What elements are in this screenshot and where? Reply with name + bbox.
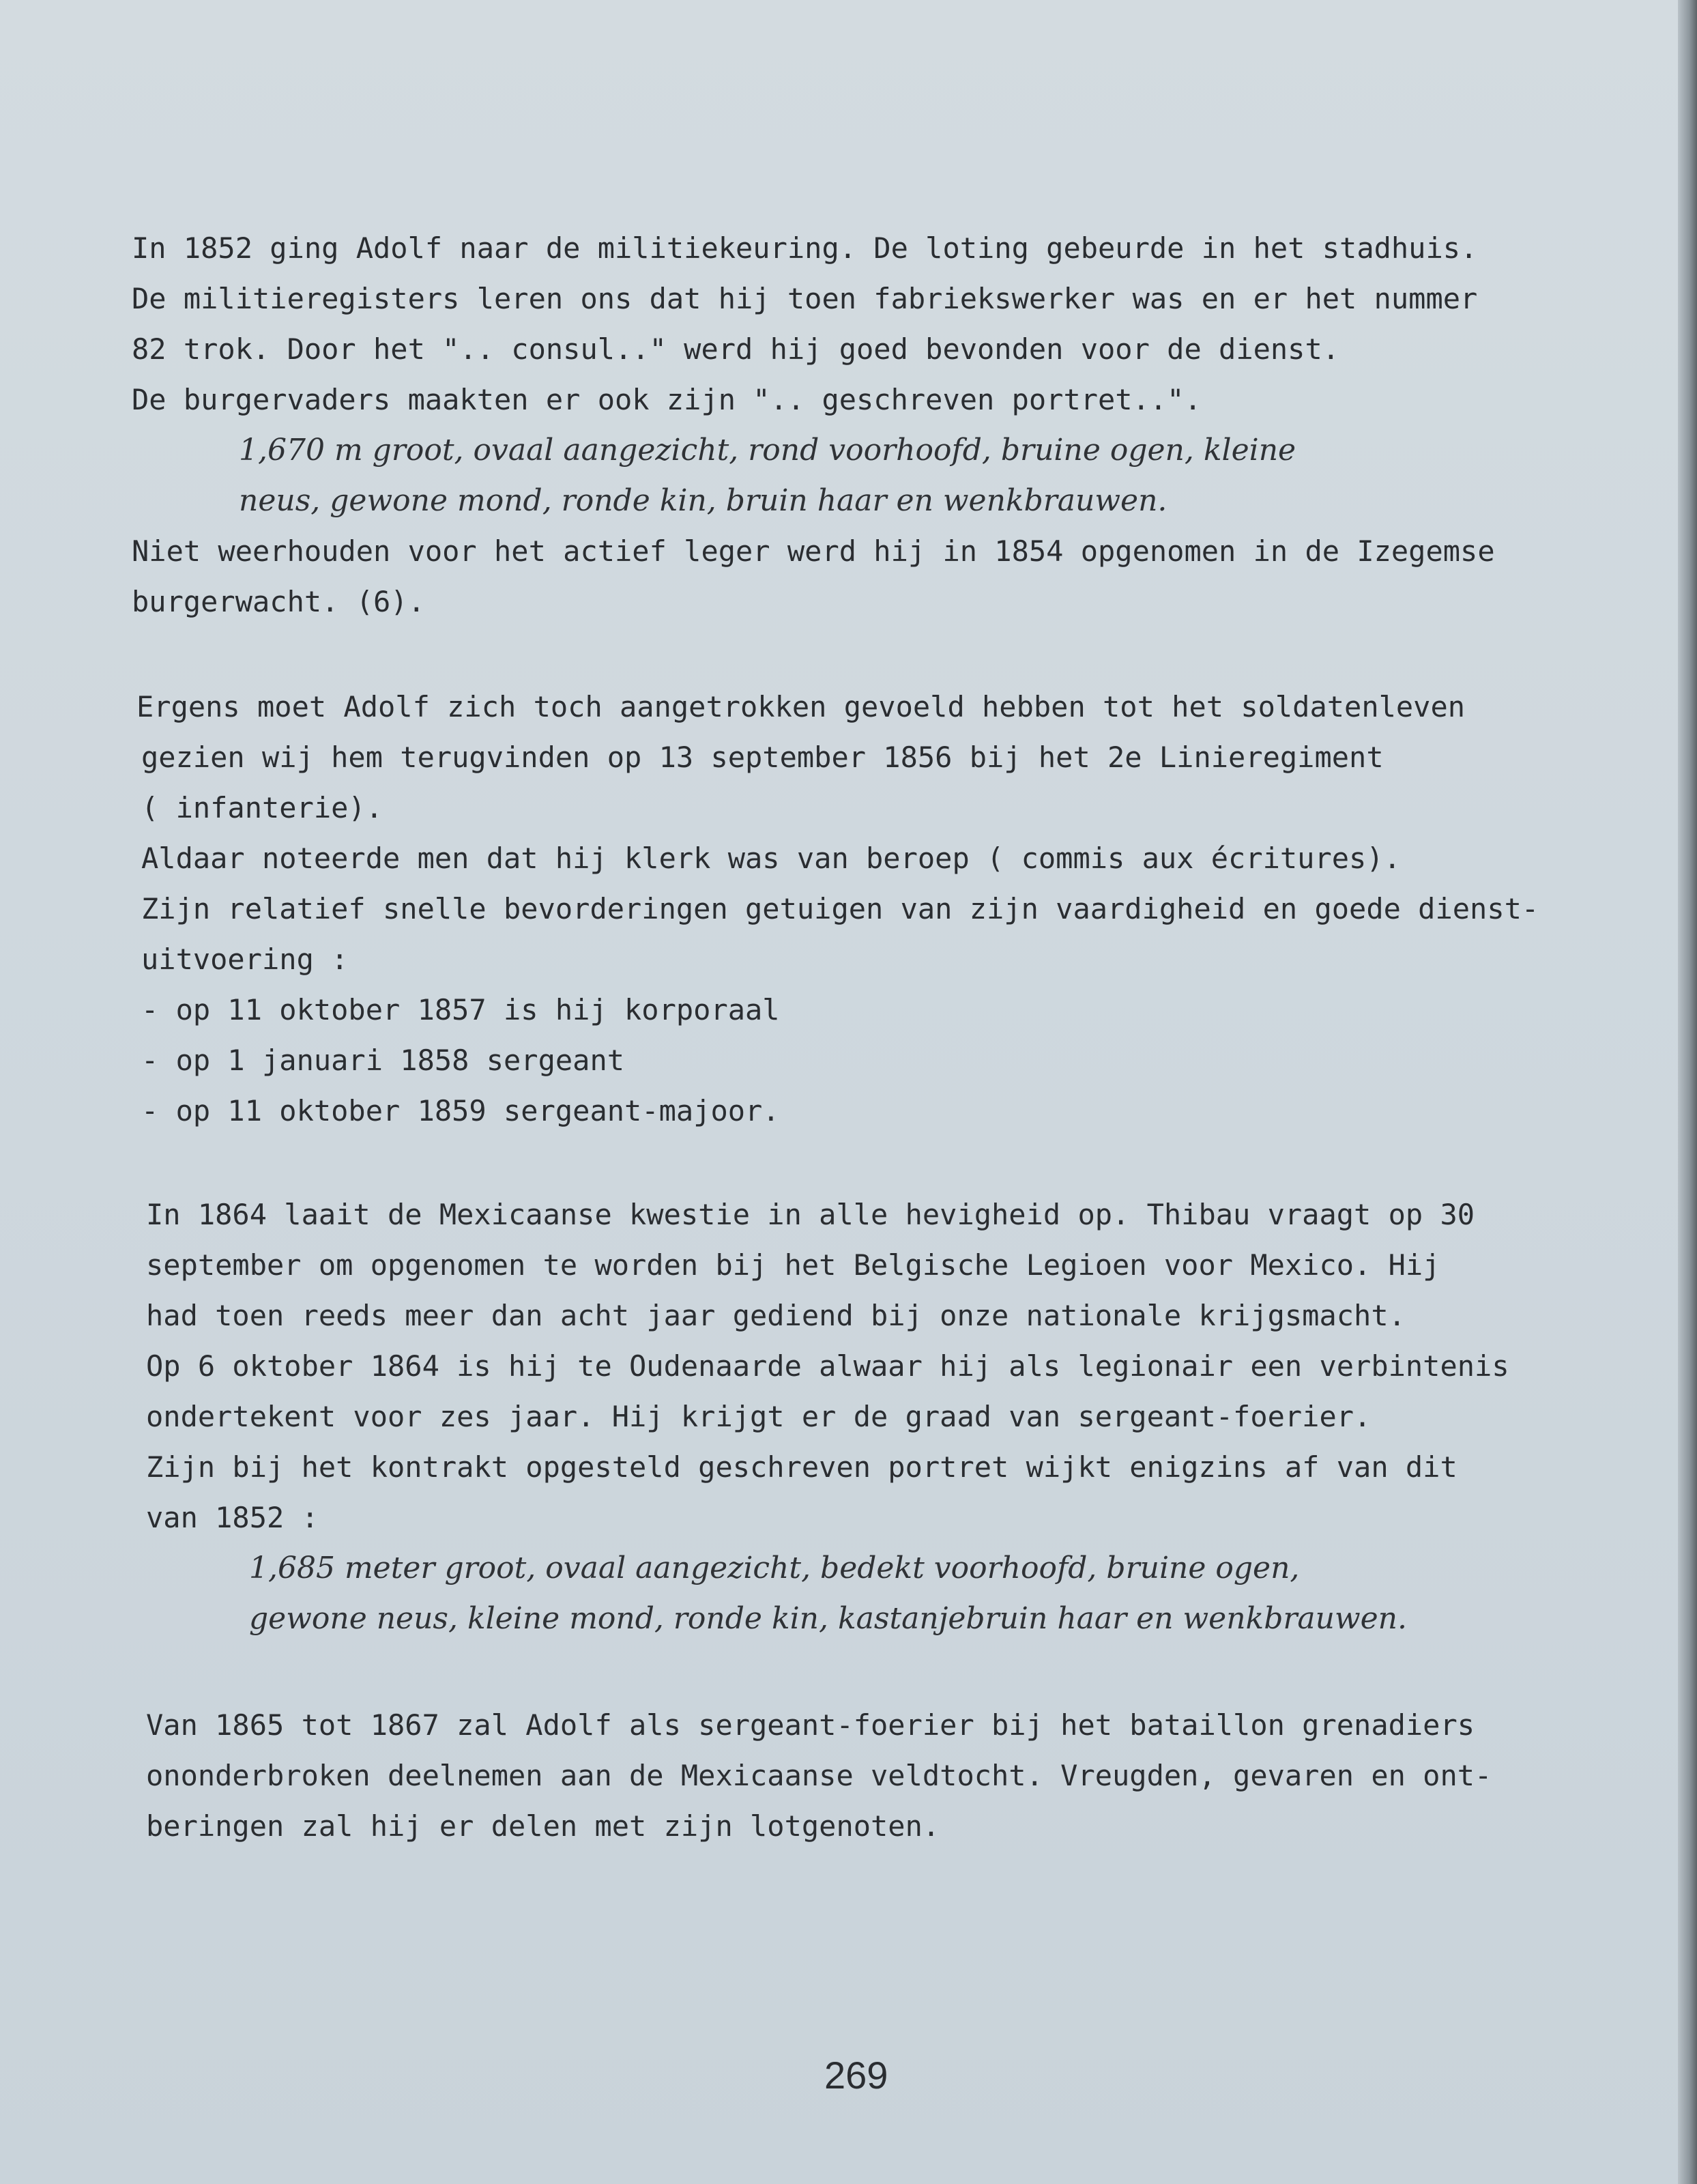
handwritten-quote-line: neus, gewone mond, ronde kin, bruin haar en wenkbrauwen. [239,483,1167,518]
text-line: beringen zal hij er delen met zijn lotgenoten. [146,1809,940,1843]
text-line: september om opgenomen te worden bij het Belgische Legioen voor Mexico. Hij [146,1248,1440,1282]
text-line: Van 1865 tot 1867 zal Adolf als sergeant-foerier bij het bataillon grenadiers [146,1708,1475,1742]
list-item: - op 11 oktober 1859 sergeant-majoor. [141,1094,780,1127]
text-line: In 1852 ging Adolf naar de militiekeuring. De loting gebeurde in het stadhuis. [132,231,1478,265]
handwritten-quote-line: 1,685 meter groot, ovaal aangezicht, bedekt voorhoofd, bruine ogen, [249,1551,1300,1585]
text-line: had toen reeds meer dan acht jaar gediend bij onze nationale krijgsmacht. [146,1299,1406,1332]
text-line: De militieregisters leren ons dat hij toen fabriekswerker was en er het nummer [132,282,1478,315]
list-item: - op 1 januari 1858 sergeant [141,1044,625,1077]
text-line: burgerwacht. (6). [132,585,425,618]
text-line: Ergens moet Adolf zich toch aangetrokken gevoeld hebben tot het soldatenleven [136,690,1466,723]
text-line: 82 trok. Door het ".. consul.." werd hij goed bevonden voor de dienst. [132,332,1340,366]
text-line: Aldaar noteerde men dat hij klerk was van beroep ( commis aux écritures). [141,842,1401,875]
text-line: gezien wij hem terugvinden op 13 september 1856 bij het 2e Linieregiment [141,741,1384,774]
text-line: In 1864 laait de Mexicaanse kwestie in alle hevigheid op. Thibau vraagt op 30 [146,1198,1475,1231]
text-line: ( infanterie). [141,791,383,824]
text-line: van 1852 : [146,1501,319,1534]
text-line: Zijn bij het kontrakt opgesteld geschreven portret wijkt enigzins af van dit [146,1450,1457,1484]
list-item: - op 11 oktober 1857 is hij korporaal [141,993,780,1026]
page-edge-shadow [1678,0,1697,2184]
text-line: ondertekent voor zes jaar. Hij krijgt er de graad van sergeant-foerier. [146,1400,1372,1433]
text-line: ononderbroken deelnemen aan de Mexicaanse veldtocht. Vreugden, gevaren en ont- [146,1759,1492,1792]
text-line: Zijn relatief snelle bevorderingen getuigen van zijn vaardigheid en goede dienst- [141,892,1539,925]
text-line: De burgervaders maakten er ook zijn ".. geschreven portret..". [132,383,1202,416]
page-number: 269 [824,2054,888,2097]
handwritten-quote-line: 1,670 m groot, ovaal aangezicht, rond voorhoofd, bruine ogen, kleine [239,433,1296,468]
text-line: Niet weerhouden voor het actief leger werd hij in 1854 opgenomen in de Izegemse [132,534,1495,568]
text-line: uitvoering : [141,943,349,976]
handwritten-quote-line: gewone neus, kleine mond, ronde kin, kastanjebruin haar en wenkbrauwen. [249,1601,1408,1636]
text-line: Op 6 oktober 1864 is hij te Oudenaarde alwaar hij als legionair een verbintenis [146,1349,1509,1383]
